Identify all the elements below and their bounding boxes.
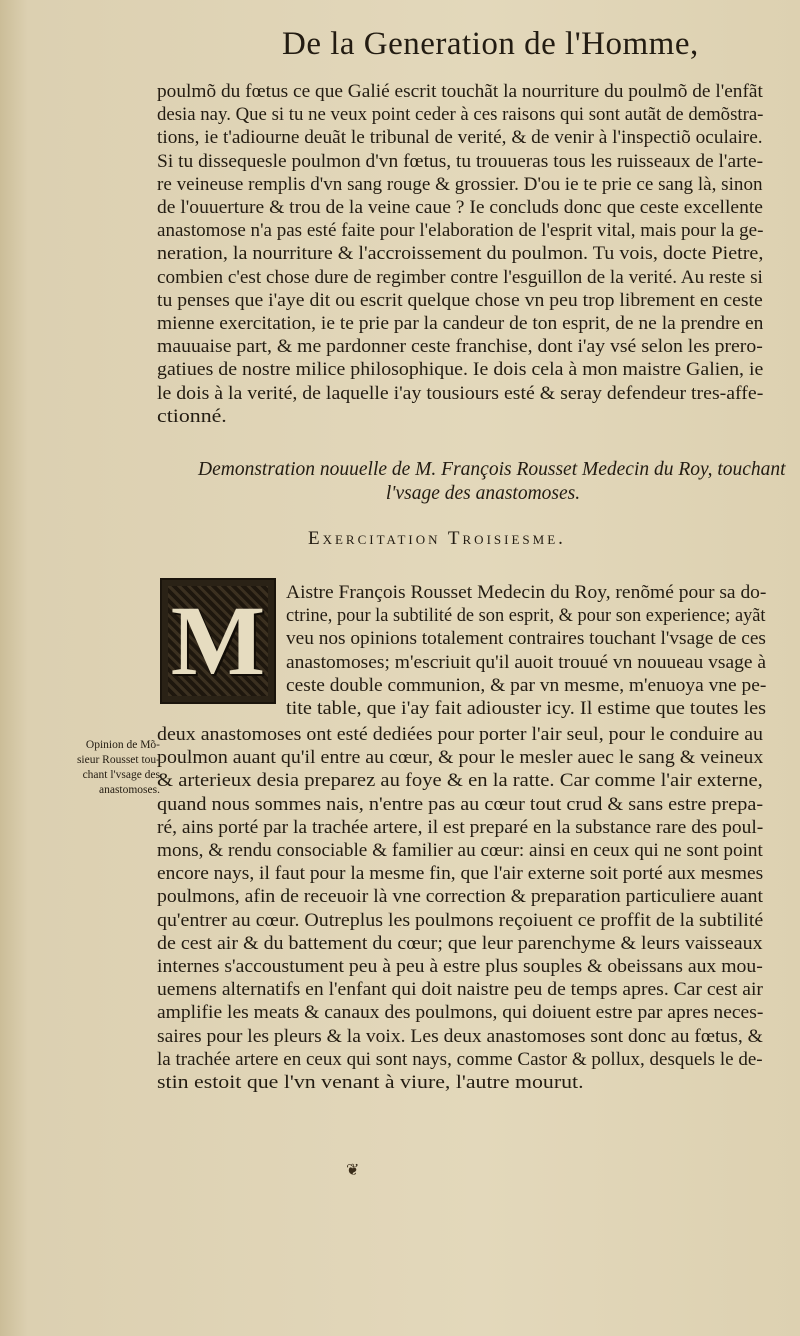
text-line: re veineuse remplis d'vn sang rouge & grossier. D'ou ie te prie ce sang là, sinon <box>157 173 763 195</box>
text-line: tite table, que i'ay fait adiouster icy. Il estime que toutes les <box>286 698 767 720</box>
initial-ornament-frame <box>168 586 268 696</box>
printer-ornament-icon: ❦ <box>346 1162 360 1179</box>
text-line: le dois à la verité, de laquelle i'ay tousiours esté & seray defendeur tres-affe- <box>157 382 764 404</box>
text-line: uemens alternatifs en l'enfant qui doit naistre peu de temps apres. Car cest air <box>157 979 763 1001</box>
text-line: mons, & rendu consociable & familier au cœur: ainsi en ceux qui ne sont point <box>157 840 763 862</box>
text-line: de l'ouuerture & trou de la veine caue ? Ie concluds donc que ceste excellente <box>157 197 763 219</box>
text-line: tu penses que i'aye dit ou escrit quelque chose vn peu trop librement en ceste <box>157 289 763 311</box>
paragraph-1 <box>157 80 763 428</box>
paragraph-2-opening <box>286 581 766 720</box>
exercitation-title: Exercitation Troisiesme. <box>308 528 566 549</box>
subheading-line: l'vsage des anastomoses. <box>385 483 581 504</box>
decorated-initial <box>160 578 276 704</box>
text-line: mienne exercitation, ie te prie par la candeur de ton esprit, de ne la prendre en <box>157 313 764 335</box>
text-line: quand nous sommes nais, n'entre pas au cœur tout crud & sans estre prepa- <box>157 793 764 815</box>
text-line: tions, ie t'adiourne deuãt le tribunal de verité, & de venir à l'inspectiõ oculaire. <box>157 127 763 149</box>
text-line: poulmõ du fœtus ce que Galié escrit touchãt la nourriture du poulmõ de l'enfãt <box>157 81 763 102</box>
text-line: la trachée artere en ceux qui sont nays, comme Castor & pollux, desquels le de- <box>157 1048 763 1070</box>
text-line: ctionné. <box>157 405 227 427</box>
initial-letter: M <box>170 585 266 696</box>
text-line: encore nays, il faut pour la mesme fin, que l'air externe soit porté aux mesmes <box>157 863 764 885</box>
text-line: anastomose n'a pas esté faite pour l'elaboration de l'esprit vital, mais pour la ge- <box>157 220 764 242</box>
text-line: desia nay. Que si tu ne veux point ceder à ces raisons qui sont autãt de demõstra- <box>157 104 764 126</box>
text-line: Aistre François Rousset Medecin du Roy, renõmé pour sa do- <box>286 582 767 603</box>
text-line: de cest air & du battement du cœur; que leur parenchyme & leurs vaisseaux <box>157 932 763 954</box>
text-line: poulmon auant qu'il entre au cœur, & pour le mesler auec le sang & veineux <box>157 747 764 769</box>
text-line: gatiues de nostre milice philosophique. Ie dois cela à mon maistre Galien, ie <box>157 359 764 381</box>
text-line: saires pour les pleurs & la voix. Les deux anastomoses sont donc au fœtus, & <box>157 1025 763 1047</box>
margin-note-line: Opinion de Mõ- <box>85 739 160 751</box>
section-subheading <box>198 458 786 506</box>
text-line: qu'entrer au cœur. Outreplus les poulmons reçoiuent ce proffit de la subtilité <box>157 909 764 931</box>
text-line: veu nos opinions totalement contraires touchant l'vsage de ces <box>286 628 766 650</box>
text-line: & arterieux desia preparez au foye & en la ratte. Car comme l'air externe, <box>157 770 763 792</box>
text-line: deux anastomoses ont esté dediées pour porter l'air seul, pour le conduire au <box>157 724 764 745</box>
text-line: mauuaise part, & me pardonner ceste franchise, dont i'ay vsé selon les prero- <box>157 336 763 358</box>
text-line: ctrine, pour la subtilité de son esprit, & pour son experience; ayãt <box>286 605 766 627</box>
running-title: De la Generation de l'Homme, <box>282 26 699 62</box>
margin-note-line: chant l'vsage des <box>82 769 160 781</box>
text-line: ré, ains porté par la trachée artere, il est preparé en la substance rare des poul- <box>157 816 764 838</box>
text-line: anastomoses; m'escriuit qu'il auoit trouué vn nouueau vsage à <box>286 651 767 673</box>
subheading-line: Demonstration nouuelle de M. François Rousset Medecin du Roy, touchant <box>198 459 786 480</box>
text-line: stin estoit que l'vn venant à viure, l'autre mourut. <box>157 1072 584 1094</box>
text-line: Si tu dissequesle poulmon d'vn fœtus, tu trouueras tous les ruisseaux de l'arte- <box>157 150 764 172</box>
text-line: amplifie les meats & canaux des poulmons, qui doiuent estre par apres neces- <box>157 1002 764 1024</box>
text-line: neration, la nourriture & l'accroissement du poulmon. Tu vois, docte Pietre, <box>157 243 764 265</box>
text-line: ceste double communion, & par vn mesme, m'enuoya vne pe- <box>286 674 767 696</box>
margin-note <box>50 738 160 798</box>
margin-note-line: anastomoses. <box>98 784 160 796</box>
text-line: poulmons, afin de receuoir là vne correction & preparation particuliere auant <box>157 886 763 908</box>
text-line: internes s'accoustument peu à peu à estre plus souples & obeissans aux mou- <box>157 956 763 978</box>
text-line: combien c'est chose dure de regimber contre l'esguillon de la verité. Au reste si <box>157 266 763 288</box>
paragraph-2-body <box>157 723 763 1094</box>
margin-note-line: sieur Rousset tou- <box>76 754 160 766</box>
